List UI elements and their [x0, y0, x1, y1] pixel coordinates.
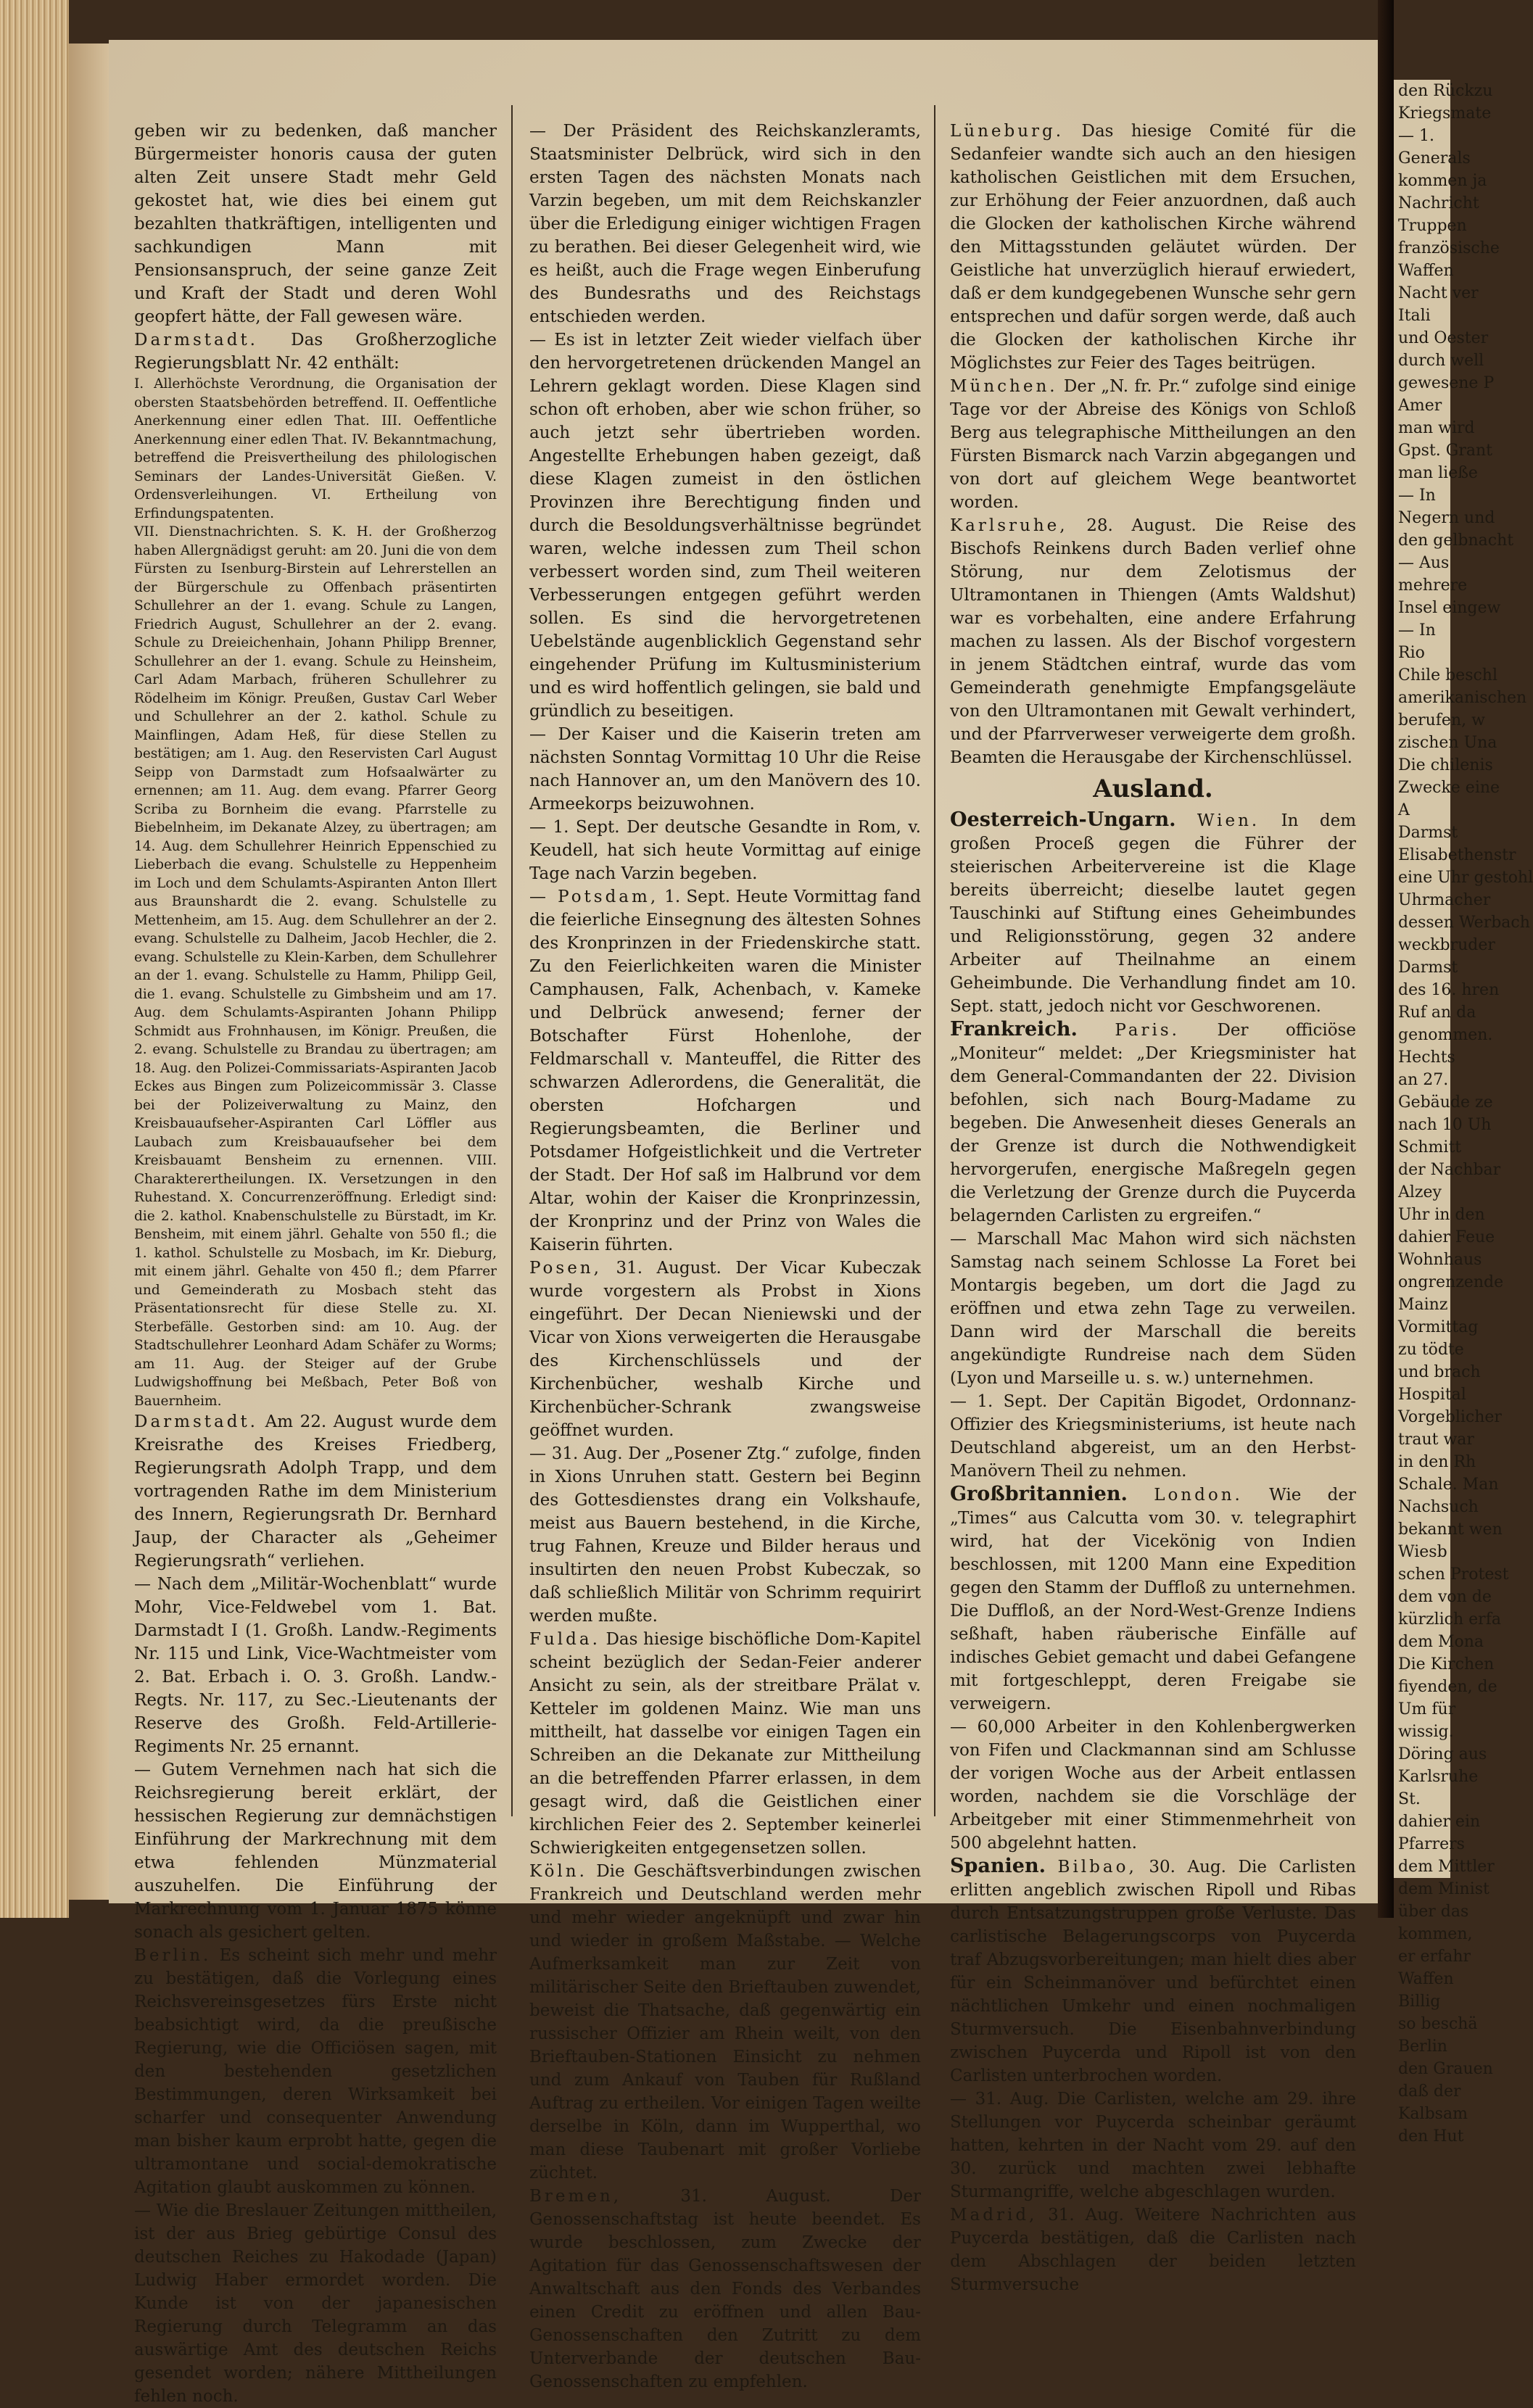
next-page-fragment-line: Itali: [1398, 307, 1431, 325]
next-page-fragment-line: berufen, w: [1398, 711, 1485, 729]
next-page-fragment-line: Hechts: [1398, 1048, 1455, 1067]
next-page-fragment-line: Um für: [1398, 1700, 1456, 1718]
next-page-fragment-line: Wiesb: [1398, 1543, 1447, 1561]
next-page-fragment-line: Gebäude ze: [1398, 1093, 1493, 1112]
next-page-fragment-line: Generals: [1398, 149, 1471, 167]
next-page-fragment-line: Waffen: [1398, 1970, 1454, 1988]
next-page-fragment-line: den gelbnacht: [1398, 531, 1514, 550]
col2-paragraph-fulda: Fulda. Das hiesige bischöfliche Dom-Kapitel scheint bezüglich der Sedan-Feier anderer Ansicht zu sein, als der streitbare Prälat v. Ketteler im goldenen Mainz. Wie man uns mittheilt, hat dasselbe vor einigen Tagen ein Schreiben an die Dekanate zur Mittheilung an die betreffenden Pfarrer erlassen, in dem gesagt wird, daß die Geistlichen einer kirchlichen Feier des 2. September keinerlei Schwierigkeiten entgegensetzen sollen.: [529, 1630, 921, 1858]
country-oesterreich-ungarn: Oesterreich-Ungarn.: [950, 808, 1176, 831]
book-page-edges: [0, 0, 69, 1918]
col2-place-posen: Posen,: [529, 1259, 602, 1278]
next-page-fragment-line: an 27.: [1398, 1071, 1449, 1089]
next-page-fragment-line: kürzlich erfa: [1398, 1610, 1501, 1629]
next-page-fragment-line: Nachsuch: [1398, 1498, 1479, 1516]
next-page-fragment-line: bekannt wen: [1398, 1520, 1503, 1539]
col1-paragraph-berlin: Berlin. Es scheint sich mehr und mehr zu bestätigen, daß die Vorlegung eines Reichsvereinsgesetzes fürs Erste nicht beabsichtigt wird, da die preußische Regierung, wie die Officiösen sagen, mit den bestehenden gesetzlichen Bestimmungen, deren Wirksamkeit bei scharfer und consequenter Anwendung man bisher kaum erprobt hatte, gegen die ultramontane und social-demokratische Agitation glaubt auskommen zu können.: [134, 1946, 497, 2197]
next-page-fragment-line: St.: [1398, 1790, 1421, 1808]
next-page-fragment-line: Rio: [1398, 644, 1425, 662]
col1-place-darmstadt-2: Darmstadt.: [134, 1412, 258, 1431]
next-page-fragment-line: wissig.: [1398, 1723, 1454, 1741]
col3-paragraph-spanien: Spanien. Bilbao, 30. Aug. Die Carlisten erlitten angeblich zwischen Ripoll und Ribas durch Entsatzungstruppen große Verluste. Das carlistische Belagerungscorps von Puycerda traf Abzugsvorbereitungen; man hielt dies aber für ein Scheinmanöver und befürchtet einen nächtlichen Umkehr und einen nochmaligen Sturmversuch. Die Eisenbahnverbindung zwischen Puycerda und Ripoll ist von den Carlisten unterbrochen worden.: [950, 1855, 1356, 2085]
col1-place-berlin: Berlin.: [134, 1946, 212, 1965]
next-page-fragment-line: Billig: [1398, 1993, 1441, 2011]
next-page-fragment-line: zu tödte: [1398, 1341, 1464, 1359]
col2-paragraph-kaiser: — Der Kaiser und die Kaiserin treten am nächsten Sonntag Vormittag 10 Uhr die Reise nach Hannover an, um den Manövern des 10. Armeekorps beizuwohnen.: [529, 725, 921, 814]
country-frankreich: Frankreich.: [950, 1018, 1078, 1040]
next-page-fragment-line: Insel eingew: [1398, 599, 1501, 617]
col2-place-koeln: Köln.: [529, 1862, 587, 1881]
next-page-fragment-line: er erfahr: [1398, 1948, 1471, 1966]
next-page-fragment-line: dem von de: [1398, 1588, 1492, 1606]
col1-regierungsblatt-list: I. Allerhöchste Verordnung, die Organisation der obersten Staatsbehörden betreffend. II. Oeffentliche Anerkennung einer edlen That. III. Oeffentliche Anerkennung einer edlen That. IV. Bekanntmachung, betreffend die Preisvertheilung des philologischen Seminars der Landes-Universität Gießen. V. Ordensverleihungen. VI. Ertheilung von Erfindungspatenten.: [134, 376, 497, 521]
col3-paragraph-kohlenbergwerke: — 60,000 Arbeiter in den Kohlenbergwerken von Fifen und Clackmannan sind am Schlusse der vorigen Woche aus der Arbeit entlassen worden, nachdem sie die Vorschläge der Arbeitgeber mit einer Stimmenmehrheit von 500 abgelehnt hatten.: [950, 1718, 1356, 1853]
next-page-fragment-line: kommen ja: [1398, 172, 1487, 190]
next-page-fragment-line: amerikanischen: [1398, 689, 1527, 707]
next-page-fragment-line: und brach: [1398, 1363, 1481, 1381]
col3-paragraph-carlisten: — 31. Aug. Die Carlisten, welche am 29. ihre Stellungen vor Puycerda scheinbar geräumt hatten, kehrten in der Nacht vom 29. auf den 30. zurück und machten zwei lebhafte Sturmangriffe, welche abgeschlagen wurden.: [950, 2090, 1356, 2201]
next-page-fragment-line: Wohnhaus: [1398, 1251, 1482, 1269]
next-page-fragment-line: Waffen: [1398, 262, 1454, 280]
col1-paragraph-1: geben wir zu bedenken, daß mancher Bürgermeister honoris causa der guten alten Zeit unsere Stadt mehr Geld gekostet hat, wie dies bei einem gut bezahlten thatkräftigen, intelligenten und sachkundigen Mann mit Pensionsanspruch, der seine ganze Zeit und Kraft der Stadt und deren Wohl geopfert hätte, der Fall gewesen wäre.: [134, 122, 497, 326]
next-page-fragment-line: — In: [1398, 487, 1436, 505]
next-page-fragment-line: Ruf an da: [1398, 1004, 1476, 1022]
country-grossbritannien: Großbritannien.: [950, 1483, 1128, 1505]
next-page-fragment-line: Vorgeblicher: [1398, 1408, 1502, 1426]
col3-paragraph-oesterreich: Oesterreich-Ungarn. Wien. In dem großen Proceß gegen die Führer der steierischen Arbeitervereine ist die Klage bereits überreicht; dieselbe lautet gegen Tauschinki auf Stiftung eines Geheimbundes und Religionsstörung, gegen 32 andere Arbeiter auf Theilnahme an einem Geheimbunde. Die Verhandlung findet am 10. Sept. statt, jedoch nicht vor Geschworenen.: [950, 808, 1357, 1016]
col2-paragraph-keudell: — 1. Sept. Der deutsche Gesandte in Rom, v. Keudell, hat sich heute Vormittag auf einige Tage nach Varzin begeben.: [529, 818, 921, 883]
col2-paragraph-posen: Posen, 31. August. Der Vicar Kubeczak wurde vorgestern als Probst in Xions eingeführt. Der Decan Nieniewski und der Vicar von Xions verweigerten die Herausgabe des Kirchenschlüssels und der Kirchenbücher, weshalb Kirche und Kirchenbücher-Schrank zwangsweise geöffnet wurden.: [529, 1259, 921, 1440]
next-page-fragment-line: Uhrmacher: [1398, 891, 1491, 909]
col1-paragraph-militaer: — Nach dem „Militär-Wochenblatt“ wurde Mohr, Vice-Feldwebel vom 1. Bat. Darmstadt I (1. Großh. Landw.-Regiments Nr. 115 und Link, Vice-Wachtmeister vom 2. Bat. Erbach i. O. 3. Großh. Landw.-Regts. Nr. 117, zu Sec.-Lieutenants der Reserve des Großh. Feld-Artillerie-Regiments Nr. 25 ernannt.: [134, 1575, 497, 1756]
col3-paragraph-frankreich: Frankreich. Paris. Der officiöse „Moniteur“ meldet: „Der Kriegsminister hat dem General-Commandanten der 22. Division befohlen, sich nach Bourg-Madame zu begeben. Die Anwesenheit dieses Generals an der Grenze ist durch die Nothwendigkeit hervorgerufen, energische Maßregeln gegen die Verletzung der Grenze durch die Puycerda belagernden Carlisten zu ergreifen.“: [950, 1018, 1357, 1225]
next-page-fragment-line: Mainz: [1398, 1296, 1448, 1314]
next-page-fragment-line: den Grauen: [1398, 2060, 1493, 2078]
next-page-fragment-line: den Hut: [1398, 2127, 1464, 2146]
page-curl-left: [69, 44, 112, 1900]
next-page-fragment-line: Schale. Man: [1398, 1476, 1499, 1494]
next-page-fragment-line: daß der: [1398, 2082, 1461, 2101]
col3-place-muenchen: München.: [950, 377, 1058, 396]
next-page-fragment-line: Negern und: [1398, 509, 1495, 527]
next-page-fragment-line: Die chilenis: [1398, 756, 1493, 774]
country-spanien: Spanien.: [950, 1855, 1046, 1877]
next-page-fragment-line: eine Uhr gestohl: [1398, 869, 1533, 887]
next-page-fragment-line: so beschä: [1398, 2015, 1478, 2033]
column-3: [950, 120, 1356, 2296]
col3-paragraph-bigodet: — 1. Sept. Der Capitän Bigodet, Ordonnanz-Offizier des Kriegsministeriums, ist heute nach Deutschland abgereist, um an den Herbst-Manövern Theil zu nehmen.: [950, 1392, 1356, 1481]
next-page-fragment-line: man wird: [1398, 419, 1475, 437]
next-page-fragment-line: kommen,: [1398, 1925, 1473, 1943]
col2-paragraph-koeln: Köln. Die Geschäftsverbindungen zwischen Frankreich und Deutschland werden mehr und mehr wieder angeknüpft und zwar hin und wieder in großem Maßstabe. — Welche Aufmerksamkeit man zur Zeit von militärischer Seite den Brieftauben zuwendet, beweist die Thatsache, daß gegenwärtig ein russischer Offizier am Rhein weilt, von den Brieftauben-Stationen Einsicht zu nehmen und zum Ankauf von Tauben für Rußland Auftrag zu ertheilen. Vor einigen Tagen weilte derselbe in Köln, dann im Wupperthal, wo man diese Taubenart mit großer Vorliebe züchtet.: [529, 1862, 922, 2182]
next-page-fragment-line: fiyenden, de: [1398, 1678, 1497, 1696]
next-page-fragment-line: man ließe: [1398, 464, 1478, 482]
next-page-fragment-line: und Oester: [1398, 329, 1489, 347]
next-page-fragment: [1394, 80, 1533, 2146]
next-page-fragment-line: genommen.: [1398, 1026, 1493, 1044]
next-page-fragment-line: dessen Werbach: [1398, 914, 1530, 932]
col3-place-paris: Paris.: [1115, 1021, 1180, 1040]
next-page-fragment-line: Uhr in den: [1398, 1206, 1485, 1224]
next-page-fragment-line: Döring aus: [1398, 1745, 1487, 1763]
next-page-fragment-line: — 1.: [1398, 127, 1434, 145]
next-page-fragment-line: schen Protest: [1398, 1565, 1509, 1584]
next-page-fragment-line: zischen Una: [1398, 734, 1497, 752]
column-2: [529, 120, 921, 2393]
next-page-fragment-line: Die Kirchen: [1398, 1655, 1495, 1673]
next-page-fragment-line: — Aus: [1398, 554, 1450, 572]
next-page-fragment-line: Amer: [1398, 397, 1442, 415]
col3-place-london: London.: [1154, 1486, 1243, 1505]
col3-paragraph-lueneburg: Lüneburg. Das hiesige Comité für die Sedanfeier wandte sich auch an den hiesigen katholischen Geistlichen mit dem Ersuchen, zur Erhöhung der Feier anzuordnen, daß auch die Glocken der katholischen Kirche während den Mittagsstunden geläutet würden. Der Geistliche hat unverzüglich hierauf erwiedert, daß er dem kundgegebenen Wunsche sehr gern entsprechen und dafür sorgen werde, daß auch die Glocken der katholischen Kirche ihr Möglichstes zur Feier des Tages beitrügen.: [950, 122, 1357, 373]
book-gutter: [1378, 0, 1394, 1918]
next-page-fragment-line: Alzey: [1398, 1183, 1442, 1201]
col1-paragraph-markrechnung: — Gutem Vernehmen nach hat sich die Reichsregierung bereit erklärt, der hessischen Regierung zur demnächstigen Einführung der Markrechnung mit dem etwa fehlenden Münzmaterial auszuhelfen. Die Einführung der Markrechnung vom 1. Januar 1875 könne sonach als gesichert gelten.: [134, 1761, 497, 1942]
next-page-fragment-line: französische: [1398, 239, 1500, 257]
next-page-fragment-line: dem Mittler: [1398, 1858, 1495, 1876]
next-page-fragment-line: Berlin: [1398, 2037, 1447, 2056]
next-page-fragment-line: Chile beschl: [1398, 666, 1498, 684]
col3-place-lueneburg: Lüneburg.: [950, 122, 1065, 141]
next-page-fragment-line: dahier ein: [1398, 1813, 1481, 1831]
col3-paragraph-grossbritannien: Großbritannien. London. Wie der „Times“ aus Calcutta vom 30. v. telegraphirt wird, hat der Vicekönig von Indien beschlossen, mit 1200 Mann eine Expedition gegen den Stamm der Duffloß zu unternehmen. Die Duffloß, an der Nord-West-Grenze Indiens seßhaft, haben räuberische Einfälle auf indisches Gebiet gemacht und dabei Gefangene mit fortgeschleppt, deren Freigabe sie verweigern.: [950, 1483, 1357, 1713]
next-page-fragment-line: weckbruder: [1398, 936, 1495, 954]
col3-paragraph-macmahon: — Marschall Mac Mahon wird sich nächsten Samstag nach seinem Schlosse La Foret bei Montargis begeben, um dort die Jagd zu eröffnen und etwa zehn Tage zu verweilen. Dann wird der Marschall die bereits angekündigte Rundreise nach dem Süden (Lyon und Marseille u. s. w.) unternehmen.: [950, 1230, 1356, 1388]
col2-place-potsdam: — Potsdam,: [529, 888, 659, 906]
col1-place-darmstadt: Darmstadt.: [134, 331, 258, 349]
next-page-fragment-line: Pfarrers: [1398, 1835, 1465, 1853]
next-page-fragment-line: Hospital: [1398, 1386, 1466, 1404]
next-page-fragment-line: Nacht ver: [1398, 284, 1479, 302]
next-page-fragment-line: den Rückzu: [1398, 82, 1493, 100]
next-page-fragment-line: gewesene P: [1398, 374, 1495, 392]
next-page-fragment-line: des 16. hren: [1398, 981, 1500, 999]
next-page-fragment-line: Schmitt: [1398, 1138, 1462, 1157]
next-page-fragment-line: nach 10 Uh: [1398, 1116, 1492, 1134]
next-page-fragment-line: Truppen: [1398, 217, 1467, 235]
next-page-fragment-line: dahier Feue: [1398, 1228, 1495, 1246]
next-page-fragment-line: durch well: [1398, 352, 1484, 370]
col3-place-madrid: Madrid,: [950, 2206, 1038, 2225]
col2-paragraph-xions: — 31. Aug. Der „Posener Ztg.“ zufolge, finden in Xions Unruhen statt. Gestern bei Beginn des Gottesdienstes drang ein Volkshaufe, meist aus Bauern bestehend, in die Kirche, trug Fahnen, Kreuze und Bilder heraus und insultirten den neuen Probst Kubeczak, so daß schließlich Militär von Schrimm requirirt werden mußte.: [529, 1444, 921, 1626]
col3-paragraph-madrid: Madrid, 31. Aug. Weitere Nachrichten aus Puycerda bestätigen, daß die Carlisten nach dem Abschlagen der beiden letzten Sturmversuche: [950, 2206, 1356, 2294]
next-page-fragment-line: Elisabethenstr: [1398, 846, 1516, 864]
col2-paragraph-potsdam: — Potsdam, 1. Sept. Heute Vormittag fand die feierliche Einsegnung des ältesten Sohnes des Kronprinzen in der Friedenskirche statt. Zu den Feierlichkeiten waren die Minister Camphausen, Falk, Achenbach, v. Kameke und Delbrück anwesend; ferner der Botschafter Fürst Hohenlohe, der Feldmarschall v. Manteuffel, die Ritter des schwarzen Adlerordens, die Generalität, die obersten Hofchargen und Regierungsbeamten, die Berliner und Potsdamer Hofgeistlichkeit und die Vertreter der Stadt. Der Hof saß im Halbrund vor dem Altar, wohin der Kaiser die Kronprinzessin, der Kronprinz und der Prinz von Wales die Kaiserin führten.: [529, 888, 921, 1254]
next-page-text: [1394, 80, 1533, 2148]
col2-paragraph-lehrer: — Es ist in letzter Zeit wieder vielfach über den hervorgetretenen drückenden Mangel an Lehrern geklagt worden. Diese Klagen sind schon oft erhoben, aber wie schon früher, so auch jetzt sehr übertrieben worden. Angestellte Erhebungen haben gezeigt, daß diese Klagen zumeist in den östlichen Provinzen ihre Berechtigung finden und durch die Besoldungsverhältnisse begründet waren, welche indessen zum Theil schon verbessert worden sind, zum Theil weiteren Verbesserungen entgegen geführt werden sollen. Es sind die hervorgetretenen Uebelstände augenblicklich Gegenstand sehr eingehender Prüfung im Kultusministerium und es wird hoffentlich gelingen, sie bald und gründlich zu beseitigen.: [529, 331, 921, 721]
next-page-fragment-line: der Nachbar: [1398, 1161, 1501, 1179]
next-page-fragment-line: ongrenzende: [1398, 1273, 1504, 1291]
column-rule-1: [511, 105, 513, 1816]
col3-place-bilbao: Bilbao,: [1057, 1858, 1137, 1877]
column-rule-2: [934, 105, 935, 1816]
next-page-fragment-line: Kalbsam: [1398, 2105, 1468, 2123]
col3-paragraph-karlsruhe: Karlsruhe, 28. August. Die Reise des Bischofs Reinkens durch Baden verlief ohne Störung, nur dem Zelotismus der Ultramontanen in Thiengen (Amts Waldshut) war es vorbehalten, eine andere Erfahrung machen zu lassen. Als der Bischof vorgestern in jenem Städtchen eintraf, wurde das vom Gemeinderath genehmigte Empfangsgeläute von den Ultramontanen mit Gewalt verhindert, und der Pfarrverweser verweigerte dem großh. Beamten die Herausgabe der Kirchenschlüssel.: [950, 516, 1356, 767]
col1-paragraph-breslau: — Wie die Breslauer Zeitungen mittheilen, ist der aus Brieg gebürtige Consul des deutschen Reiches zu Hakodade (Japan) Ludwig Haber ermordet worden. Die Kunde ist von der japanesischen Regierung durch Telegramm an das auswärtige Amt des deutschen Reichs gesendet worden; nähere Mittheilungen fehlen noch.: [134, 2201, 497, 2406]
column-1: [134, 120, 497, 2408]
col3-paragraph-muenchen: München. Der „N. fr. Pr.“ zufolge sind einige Tage vor der Abreise des Königs von Schloß Berg aus telegraphische Mittheilungen an den Fürsten Bismarck nach Varzin abgegangen und von dort auf gleichem Wege beantwortet worden.: [950, 377, 1357, 512]
section-heading-ausland: Ausland.: [1093, 774, 1213, 803]
col3-place-karlsruhe: Karlsruhe,: [950, 516, 1068, 535]
col1-paragraph-2: Darmstadt. Das Großherzogliche Regierungsblatt Nr. 42 enthält:: [134, 331, 497, 373]
col1-dienstnachrichten: VII. Dienstnachrichten. S. K. H. der Großherzog haben Allergnädigst geruht: am 20. Juni die von dem Fürsten zu Isenburg-Birstein auf Lehrerstellen an der Bürgerschule zu Offenbach präsentirten Schullehrer an der 1. evang. Schule zu Langen, Friedrich August, Schullehrer an der 2. evang. Schule zu Dreieichenhain, Johann Philipp Brenner, Schullehrer an der 1. evang. Schule zu Heinsheim, Carl Adam Marbach, früheren Schullehrer zu Rödelheim im Königr. Preußen, Gustav Carl Weber und Schullehrer an der 2. kathol. Schule zu Mainflingen, Adam Heß, für diese Stellen zu bestätigen; am 1. Aug. den Reservisten Carl August Seipp von Darmstadt zum Hofsaalwärter zu ernennen; am 11. Aug. dem evang. Pfarrer Georg Scriba zu Bornheim die evang. Pfarrstelle zu Biebelnheim, im Dekanate Alzey, zu übertragen; am 14. Aug. dem Schullehrer Heinrich Eppenschied zu Lieberbach die evang. Schulstelle zu Heppenheim im Loch und dem Schulamts-Aspiranten Anton Illert aus Braunshardt die 2. evang. Schulstelle zu Mettenheim, am 15. Aug. dem Schullehrer an der 2. evang. Schulstelle zu Dalheim, Jacob Hechler, die 2. evang. Schulstelle zu Klein-Karben, dem Schullehrer an der 1. evang. Schulstelle zu Hamm, Philipp Geil, die 1. evang. Schulstelle zu Gimbsheim und am 17. Aug. dem Schulamts-Aspiranten Johann Philipp Schmidt aus Frohnhausen, im Königr. Preußen, die 2. evang. Schulstelle zu Brandau zu übertragen; am 18. Aug. den Polizei-Commissariats-Aspiranten Jacob Eckes aus Bingen zum Polizeicommissär 3. Classe bei der Polizeiverwaltung zu Mainz, den Kreisbauaufseher-Aspiranten Carl Löffler aus Laubach zum Kreisbauaufseher bei dem Kreisbauamt Bensheim zu ernennen. VIII. Charakterertheilungen. IX. Versetzungen in den Ruhestand. X. Concurrenzeröffnung. Erledigt sind: die 2. kathol. Knabenschulstelle zu Bürstadt, im Kr. Bensheim, mit einem jährl. Gehalte von 550 fl.; die 1. kathol. Schulstelle zu Mosbach, im Kr. Dieburg, mit einem jährl. Gehalte von 450 fl.; dem Pfarrer und Gemeinderath zu Mosbach steht das Präsentationsrecht für diese Stelle zu. XI. Sterbefälle. Gestorben sind: am 10. Aug. der Stadtschullehrer Leonhard Adam Schäfer zu Worms; am 11. Aug. der Steiger auf der Grube Ludwigshoffnung bei Meßbach, Peter Boß von Bauernheim.: [134, 524, 497, 1409]
col2-paragraph-delbrueck: — Der Präsident des Reichskanzleramts, Staatsminister Delbrück, wird sich in den ersten Tagen des nächsten Monats nach Varzin begeben, um mit dem Reichskanzler über die Erledigung einiger wichtigen Fragen zu berathen. Bei dieser Gelegenheit wird, wie es heißt, auch die Frage wegen Einberufung des Bundesraths und des Reichstags entschieden werden.: [529, 122, 921, 326]
col3-place-wien: Wien.: [1197, 811, 1260, 830]
next-page-fragment-line: Nachricht: [1398, 194, 1479, 212]
newspaper-page: [109, 40, 1378, 2406]
next-page-fragment-line: — In: [1398, 621, 1436, 640]
next-page-fragment-line: Darmst: [1398, 959, 1458, 977]
next-page-fragment-line: Zwecke eine: [1398, 779, 1500, 797]
next-page-fragment-line: mehrere: [1398, 576, 1468, 595]
next-page-fragment-line: A: [1398, 801, 1410, 819]
next-page-fragment-line: in den Rh: [1398, 1453, 1476, 1471]
next-page-fragment-line: Vormittag: [1398, 1318, 1479, 1336]
next-page-fragment-line: traut war: [1398, 1431, 1474, 1449]
col2-place-fulda: Fulda.: [529, 1630, 600, 1649]
next-page-fragment-line: Darmst: [1398, 824, 1458, 842]
col2-paragraph-bremen: Bremen, 31. August. Der Genossenschaftstag ist heute beendet. Es wurde beschlossen, zum Zwecke der Agitation für das Genossenschaftswesen der Anwaltschaft aus den Fonds des Verbandes einen Credit zu eröffnen und allen Bau-Genossenschaften den Zutritt zu dem Unterverbande der deutschen Bau-Genossenschaften zu empfehlen.: [529, 2187, 922, 2391]
col2-place-bremen: Bremen,: [529, 2187, 622, 2206]
next-page-fragment-line: Kriegsmate: [1398, 104, 1492, 123]
next-page-fragment-line: Karlsruhe: [1398, 1768, 1479, 1786]
next-page-fragment-line: dem Mona: [1398, 1633, 1484, 1651]
next-page-fragment-line: dem Minist: [1398, 1880, 1489, 1898]
col1-paragraph-darmstadt-2: Darmstadt. Am 22. August wurde dem Kreisrathe des Kreises Friedberg, Regierungsrath Adolph Trapp, und dem vortragenden Rathe im dem Ministerium des Innern, Regierungsrath Dr. Bernhard Jaup, der Character als „Geheimer Regierungsrath“ verliehen.: [134, 1412, 497, 1571]
next-page-fragment-line: über das: [1398, 1903, 1469, 1921]
next-page-fragment-line: Gpst. Grant: [1398, 442, 1492, 460]
